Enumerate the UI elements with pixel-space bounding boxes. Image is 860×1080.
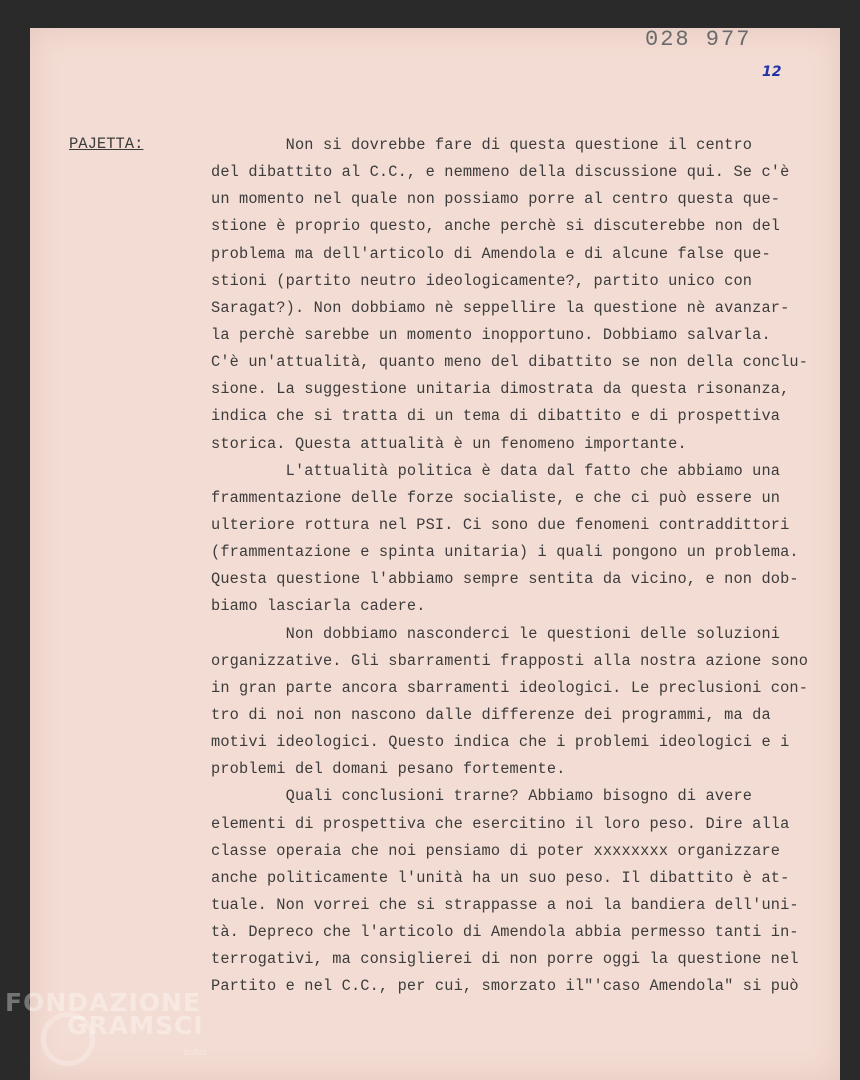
text-line: storica. Questa attualità è un fenomeno importante.: [211, 434, 687, 453]
watermark-logo-icon: [41, 1012, 95, 1066]
document-number: 028 977: [645, 27, 752, 52]
watermark-suffix: onlus: [183, 1048, 208, 1058]
fondazione-gramsci-watermark: [5, 988, 208, 1058]
text-line: indica che si tratta di un tema di dibattito e di prospettiva: [211, 407, 781, 426]
text-line: ulteriore rottura nel PSI. Ci sono due fenomeni contraddittori: [211, 515, 790, 534]
text-line: Saragat?). Non dobbiamo nè seppellire la questione nè avanzar-: [211, 298, 790, 317]
text-line: organizzative. Gli sbarramenti frapposti alla nostra azione sono: [211, 651, 809, 670]
text-line: Partito e nel C.C., per cui, smorzato il"'caso Amendola" si può: [211, 977, 799, 996]
text-line: classe operaia che noi pensiamo di poter xxxxxxxx organizzare: [211, 841, 781, 860]
text-line: la perchè sarebbe un momento inopportuno. Dobbiamo salvarla.: [211, 325, 771, 344]
text-line: Non dobbiamo nasconderci le questioni delle soluzioni: [211, 624, 781, 643]
text-line: problema ma dell'articolo di Amendola e di alcune false que-: [211, 244, 771, 263]
text-line: problemi del domani pesano fortemente.: [211, 760, 566, 779]
page-number: 12: [762, 64, 782, 80]
watermark-line1: FONDAZIONE: [5, 988, 202, 1017]
text-line: Questa questione l'abbiamo sempre sentita da vicino, e non dob-: [211, 570, 799, 589]
text-line: Quali conclusioni trarne? Abbiamo bisogno di avere: [211, 787, 753, 806]
text-line: tà. Depreco che l'articolo di Amendola abbia permesso tanti in-: [211, 923, 799, 942]
text-line: motivi ideologici. Questo indica che i problemi ideologici e i: [211, 733, 790, 752]
text-line: elementi di prospettiva che esercitino il loro peso. Dire alla: [211, 814, 790, 833]
text-line: tuale. Non vorrei che si strappasse a noi la bandiera dell'uni-: [211, 895, 799, 914]
text-line: frammentazione delle forze socialiste, e che ci può essere un: [211, 488, 781, 507]
text-line: L'attualità politica è data dal fatto che abbiamo una: [211, 461, 781, 480]
text-line: del dibattito al C.C., e nemmeno della discussione qui. Se c'è: [211, 163, 790, 182]
text-line: sione. La suggestione unitaria dimostrata da questa risonanza,: [211, 380, 790, 399]
watermark-line2: GRAMSCI: [67, 1011, 204, 1040]
text-line: tro di noi non nascono dalle differenze dei programmi, ma da: [211, 705, 771, 724]
text-line: (frammentazione e spinta unitaria) i quali pongono un problema.: [211, 543, 799, 562]
text-line: in gran parte ancora sbarramenti ideologici. Le preclusioni con-: [211, 678, 809, 697]
text-line: terrogativi, ma consiglierei di non porre oggi la questione nel: [211, 950, 799, 969]
text-line: un momento nel quale non possiamo porre al centro questa que-: [211, 190, 781, 209]
text-line: Non si dovrebbe fare di questa questione il centro: [211, 136, 753, 154]
text-line: stioni (partito neutro ideologicamente?, partito unico con: [211, 271, 753, 290]
text-line: anche politicamente l'unità ha un suo peso. Il dibattito è at-: [211, 868, 790, 887]
text-line: stione è proprio questo, anche perchè si discuterebbe non del: [211, 217, 781, 236]
speaker-label: PAJETTA:: [69, 135, 144, 153]
text-line: C'è un'attualità, quanto meno del dibattito se non della conclu-: [211, 353, 809, 372]
typed-text-body: [211, 132, 831, 1001]
text-line: biamo lasciarla cadere.: [211, 597, 426, 616]
